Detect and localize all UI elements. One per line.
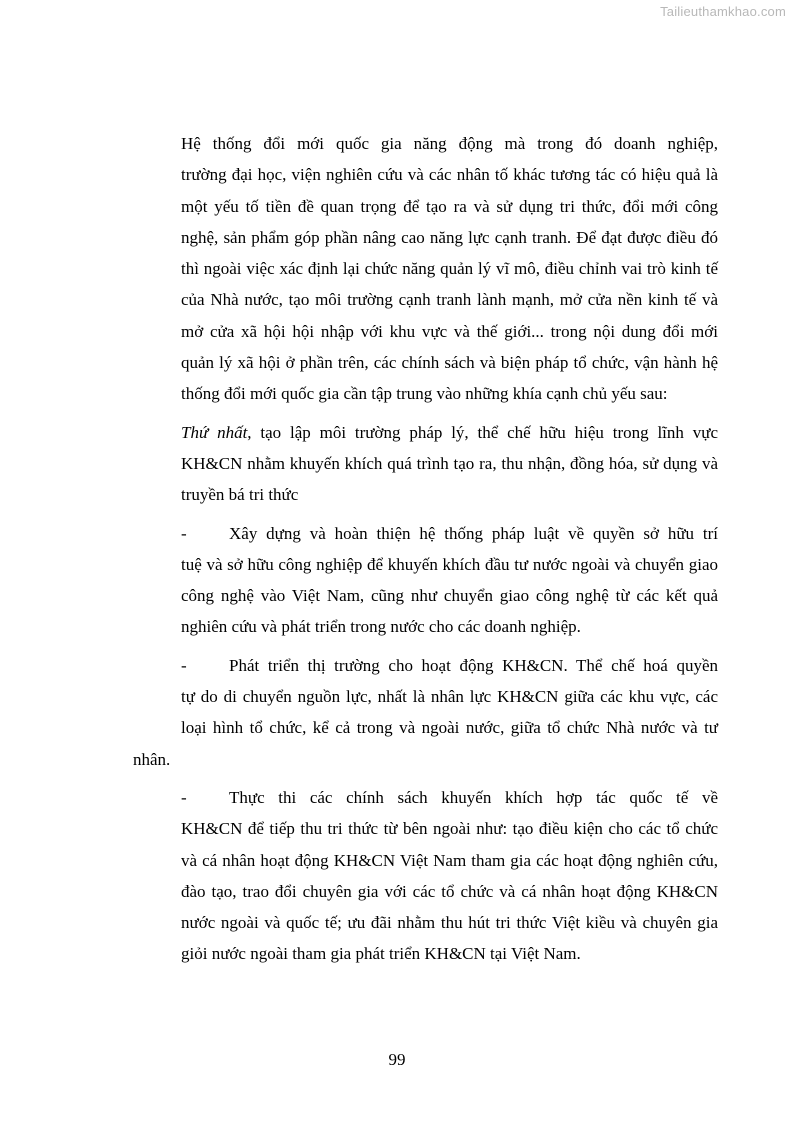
watermark: Tailieuthamkhao.com [660, 4, 786, 19]
bullet-item [133, 782, 718, 970]
text-line [133, 518, 718, 549]
text-line: KH&CN để tiếp thu tri thức từ bên ngoài như: tạo điều kiện cho các tổ chức [181, 819, 718, 839]
text-line: nước ngoài và quốc tế; ưu đãi nhằm thu hút tri thức Việt kiều và chuyên gia [181, 913, 718, 933]
text-line: công nghệ vào Việt Nam, cũng như chuyển giao công nghệ từ các kết quả [181, 586, 718, 606]
bullet-dash: - [181, 787, 187, 807]
bullet-item [133, 518, 718, 643]
text-line: KH&CN nhằm khuyến khích quá trình tạo ra, thu nhận, đồng hóa, sử dụng và [181, 453, 718, 473]
text-fragment: , tạo lập môi trường pháp lý, thể chế hữu hiệu trong lĩnh vực [247, 422, 718, 442]
text-line: và cá nhân hoạt động KH&CN Việt Nam tham gia các hoạt động nghiên cứu, [181, 850, 718, 870]
text-line: mở cửa xã hội hội nhập với khu vực và thế giới... trong nội dung đổi mới [181, 321, 718, 341]
text-line [133, 650, 718, 681]
bullet-dash: - [181, 655, 187, 675]
text-line: quản lý xã hội ở phần trên, các chính sách và biện pháp tổ chức, vận hành hệ [181, 353, 718, 373]
text-line: nghệ, sản phẩm góp phần nâng cao năng lực cạnh tranh. Để đạt được điều đó [181, 227, 718, 247]
text-line: của Nhà nước, tạo môi trường cạnh tranh lành mạnh, mở cửa nền kinh tế và [181, 290, 718, 310]
text-line: truyền bá tri thức [181, 485, 299, 505]
text-line: tuệ và sở hữu công nghiệp để khuyến khích đầu tư nước ngoài và chuyển giao [181, 554, 718, 574]
text-line: Hệ thống đổi mới quốc gia năng động mà trong đó doanh nghiệp, [181, 134, 718, 153]
text-line: thì ngoài việc xác định lại chức năng quản lý vĩ mô, điều chỉnh vai trò kinh tế [181, 259, 718, 279]
text-line: nghiên cứu và phát triển trong nước cho các doanh nghiệp. [181, 617, 581, 637]
text-line [133, 417, 718, 448]
text-line: trường đại học, viện nghiên cứu và các nhân tố khác tương tác có hiệu quả là [181, 165, 718, 185]
bullet-item [133, 650, 718, 775]
text-fragment: Thực thi các chính sách khuyến khích hợp tác quốc tế về [229, 787, 718, 807]
text-line: đào tạo, trao đổi chuyên gia với các tổ chức và cá nhân hoạt động KH&CN [181, 881, 718, 901]
text-fragment: Xây dựng và hoàn thiện hệ thống pháp luật về quyền sở hữu trí [229, 523, 718, 543]
text-line: giỏi nước ngoài tham gia phát triển KH&CN tại Việt Nam. [181, 944, 581, 964]
text-line: loại hình tổ chức, kể cả trong và ngoài nước, giữa tổ chức Nhà nước và tư nhân. [133, 718, 718, 769]
text-line [133, 782, 718, 813]
paragraph-intro [133, 128, 718, 410]
document-body [133, 128, 718, 970]
emphasis-first: Thứ nhất [181, 422, 248, 442]
text-line: thống đổi mới quốc gia cần tập trung vào những khía cạnh chủ yếu sau: [181, 384, 668, 404]
text-line: tự do di chuyển nguồn lực, nhất là nhân lực KH&CN giữa các khu vực, các [181, 687, 718, 707]
text-fragment: Phát triển thị trường cho hoạt động KH&CN. Thể chế hoá quyền [229, 655, 718, 675]
bullet-dash: - [181, 523, 187, 543]
text-line: một yếu tố tiền đề quan trọng để tạo ra và sử dụng tri thức, đổi mới công [181, 196, 718, 216]
paragraph-first-point [133, 417, 718, 511]
page-number: 99 [388, 1050, 406, 1069]
